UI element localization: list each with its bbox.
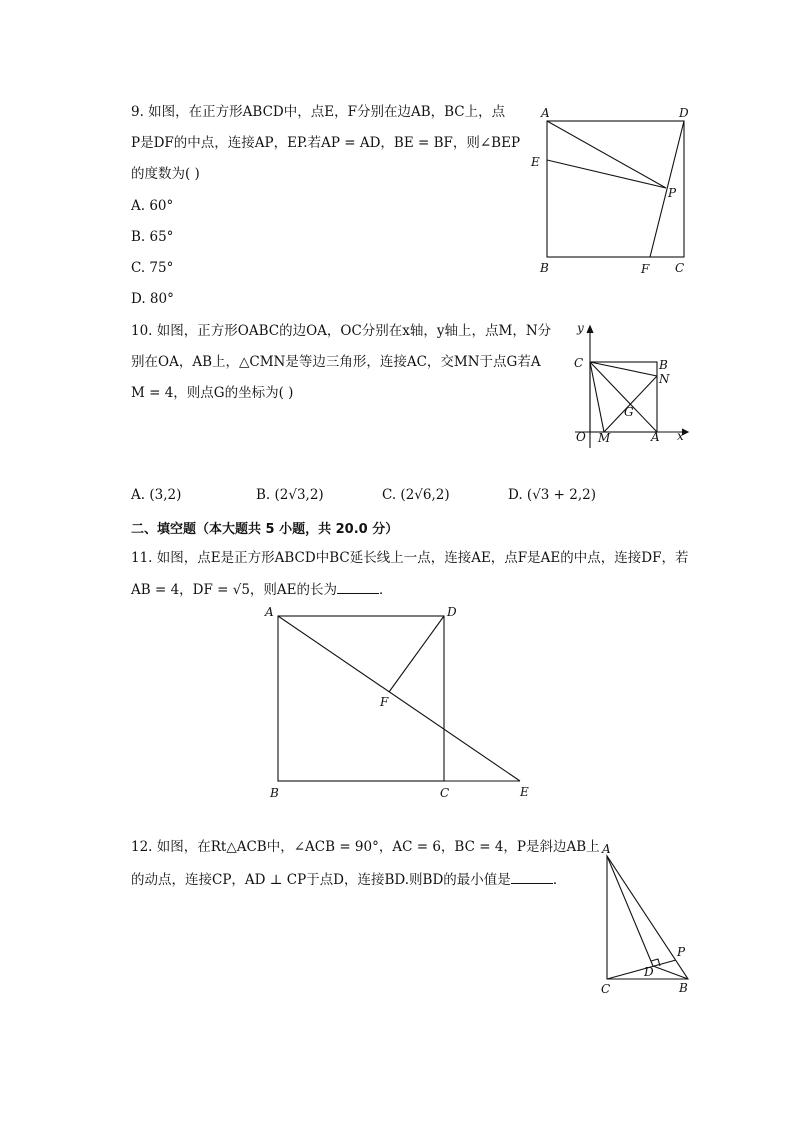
q10-label-b: B: [659, 358, 668, 372]
section-2-heading: 二、填空题（本大题共 5 小题，共 20.0 分）: [131, 522, 399, 537]
q10-option-a[interactable]: A. (3,2): [131, 487, 182, 503]
q11-label-f: F: [380, 695, 389, 709]
q10-line-1: 10. 如图，正方形OABC的边OA，OC分别在x轴，y轴上，点M，N分: [131, 323, 552, 339]
q12-label-p: P: [677, 945, 686, 959]
q12-line-2-text: 的动点，连接CP，AD ⊥ CP于点D，连接BD.则BD的最小值是: [131, 872, 511, 888]
q12-segment-ad: [607, 856, 653, 966]
q11-segment-ae: [278, 616, 520, 781]
q12-label-a: A: [602, 842, 611, 856]
q11-square: [278, 616, 444, 781]
q9-label-c: C: [675, 261, 685, 275]
q10-label-n: N: [659, 372, 670, 386]
q12-segment-cp: [607, 960, 676, 979]
q10-label-a: A: [651, 430, 660, 444]
q10-segment-ca: [590, 362, 657, 432]
q10-label-g: G: [624, 405, 634, 419]
q11-line-1: 11. 如图，点E是正方形ABCD中BC延长线上一点，连接AE，点F是AE的中点，连接DF，若: [131, 550, 689, 566]
q11-line-2-text: AB = 4，DF = √5，则AE的长为: [131, 582, 338, 598]
q9-line-2: P是DF的中点，连接AP，EP.若AP = AD，BE = BF，则∠BEP: [131, 135, 521, 151]
q10-y-arrow: [587, 326, 593, 333]
q12-line-2-end: ．: [552, 872, 567, 888]
q9-segment-ap: [547, 121, 666, 188]
q10-label-o: O: [576, 430, 586, 444]
q11-segment-df: [389, 616, 444, 692]
q11-label-b: B: [270, 786, 279, 800]
q9-label-d: D: [679, 106, 689, 120]
q10-line-2: 别在OA，AB上，△CMN是等边三角形，连接AC，交MN于点G若A: [131, 354, 541, 370]
q10-option-c[interactable]: C. (2√6,2): [382, 487, 450, 503]
q10-label-c: C: [574, 356, 584, 370]
q10-segment-cm: [590, 362, 604, 432]
q11-label-a: A: [265, 605, 274, 619]
q12-segment-bd: [653, 966, 688, 979]
q9-option-b[interactable]: B. 65°: [131, 229, 174, 245]
q9-segment-ep: [547, 160, 666, 188]
q10-figure: [565, 318, 695, 448]
q11-label-e: E: [520, 785, 529, 799]
q12-label-c: C: [601, 982, 611, 996]
q12-label-d: D: [644, 965, 654, 979]
q11-label-d: D: [447, 605, 457, 619]
q9-square: [547, 121, 684, 257]
q11-figure: [260, 600, 550, 805]
q9-label-b: B: [540, 261, 549, 275]
q10-label-m: M: [598, 431, 611, 445]
q12-line-1: 12. 如图，在Rt△ACB中，∠ACB = 90°，AC = 6，BC = 4，P是斜边AB上: [131, 839, 600, 855]
q10-label-x: x: [677, 429, 684, 443]
q10-label-y: y: [577, 321, 584, 335]
q12-figure: [595, 838, 705, 998]
q12-line-2: [131, 871, 566, 888]
q9-label-p: P: [668, 186, 677, 200]
q9-option-c[interactable]: C. 75°: [131, 260, 174, 276]
q9-label-f: F: [641, 262, 650, 276]
q11-label-c: C: [440, 786, 450, 800]
q11-line-2: [131, 581, 393, 598]
q9-option-a[interactable]: A. 60°: [131, 198, 174, 214]
q9-figure: [520, 100, 710, 285]
q10-option-b[interactable]: B. (2√3,2): [256, 487, 324, 503]
q11-answer-blank[interactable]: [337, 581, 379, 594]
q9-option-d[interactable]: D. 80°: [131, 291, 174, 307]
q10-segment-cn: [590, 362, 657, 376]
q9-segment-df: [650, 121, 684, 257]
q12-label-b: B: [679, 981, 688, 995]
q12-answer-blank[interactable]: [511, 871, 553, 884]
q9-label-a: A: [541, 106, 550, 120]
q9-line-1: 9. 如图，在正方形ABCD中，点E，F分别在边AB，BC上，点: [131, 104, 506, 120]
q9-line-3: 的度数为( ): [131, 166, 200, 182]
q10-option-d[interactable]: D. (√3 + 2,2): [508, 487, 597, 503]
q10-line-3: M = 4，则点G的坐标为( ): [131, 385, 294, 401]
q11-line-2-end: ．: [379, 582, 393, 598]
q9-label-e: E: [531, 155, 540, 169]
